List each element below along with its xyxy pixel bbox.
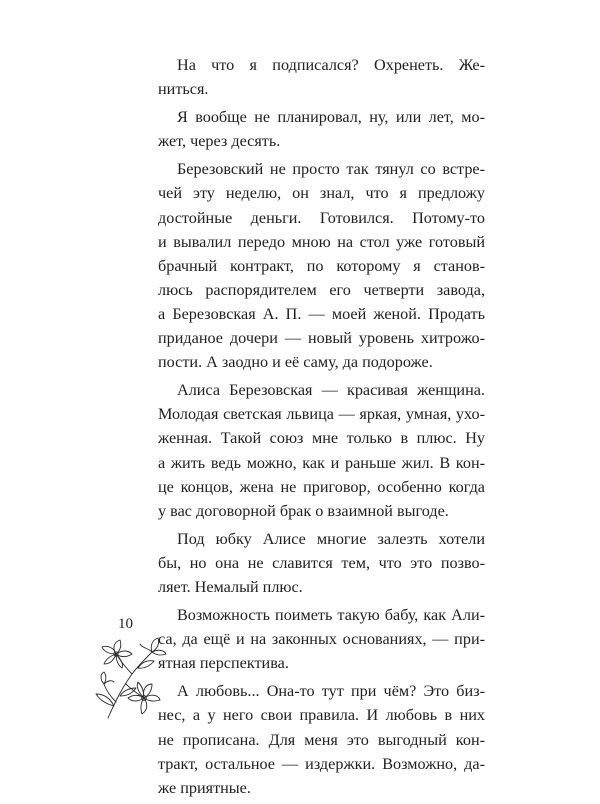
text-line: Алиса Березовская — красивая женщина. xyxy=(177,381,485,400)
text-line: и вывалил передо мною на стол уже готовый xyxy=(158,232,485,251)
text-line: Под юбку Алисе многие залезть хотели xyxy=(177,529,485,548)
paragraph xyxy=(158,679,485,799)
flower-illustration-icon xyxy=(86,630,186,720)
text-line: же приятные. xyxy=(158,778,251,797)
text-line: Я вообще не планировал, ну, или лет, мо- xyxy=(177,108,485,127)
paragraph xyxy=(158,53,485,101)
page-number: 10 xyxy=(118,616,133,632)
text-line: чей эту неделю, он знал, что я предложу xyxy=(158,184,485,203)
text-line: а жить ведь можно, как и раньше жил. В кон- xyxy=(158,453,485,472)
text-line: ляет. Немалый плюс. xyxy=(158,577,303,596)
text-line: ятная перспектива. xyxy=(158,654,289,673)
text-line: достойные деньги. Готовился. Потому-то xyxy=(158,208,485,227)
text-line: у вас договорной брак о взаимной выгоде. xyxy=(158,501,449,520)
text-line: жет, через десять. xyxy=(158,132,281,151)
text-line: люсь распорядителем его четверти завода, xyxy=(158,280,485,299)
text-line: ниться. xyxy=(158,80,209,99)
paragraph xyxy=(158,603,485,675)
text-line: женная. Такой союз мне только в плюс. Ну xyxy=(158,429,485,448)
text-line: пости. А заодно и её саму, да подороже. xyxy=(158,353,433,372)
body-text xyxy=(158,53,485,804)
text-line: Молодая светская львица — яркая, умная, ухо- xyxy=(158,405,485,424)
text-line: тракт, остальное — издержки. Возможно, да- xyxy=(158,754,485,773)
text-line: бы, но она не славится тем, что это позво- xyxy=(158,553,485,572)
text-line: приданое дочери — новый уровень хитрожо- xyxy=(158,329,485,348)
text-line: брачный контракт, по которому я станов- xyxy=(158,256,485,275)
text-line: а Березовская А. П. — моей женой. Продать xyxy=(158,304,485,323)
text-line: На что я подписался? Охренеть. Же- xyxy=(177,56,485,74)
paragraph xyxy=(158,527,485,599)
paragraph xyxy=(158,378,485,523)
text-line: Березовский не просто так тянул со встре- xyxy=(177,160,485,179)
text-line: не прописана. Для меня это выгодный кон- xyxy=(158,730,485,749)
paragraph xyxy=(158,157,485,374)
text-line: нес, а у него свои правила. И любовь в них xyxy=(158,706,485,725)
text-line: це концов, жена не приговор, особенно когда xyxy=(158,477,485,496)
text-line: Возможность поиметь такую бабу, как Али- xyxy=(177,606,485,625)
text-line: са, да ещё и на законных основаниях, — при- xyxy=(158,630,485,649)
paragraph xyxy=(158,105,485,153)
text-line: А любовь... Она-то тут при чём? Это биз- xyxy=(177,682,485,701)
